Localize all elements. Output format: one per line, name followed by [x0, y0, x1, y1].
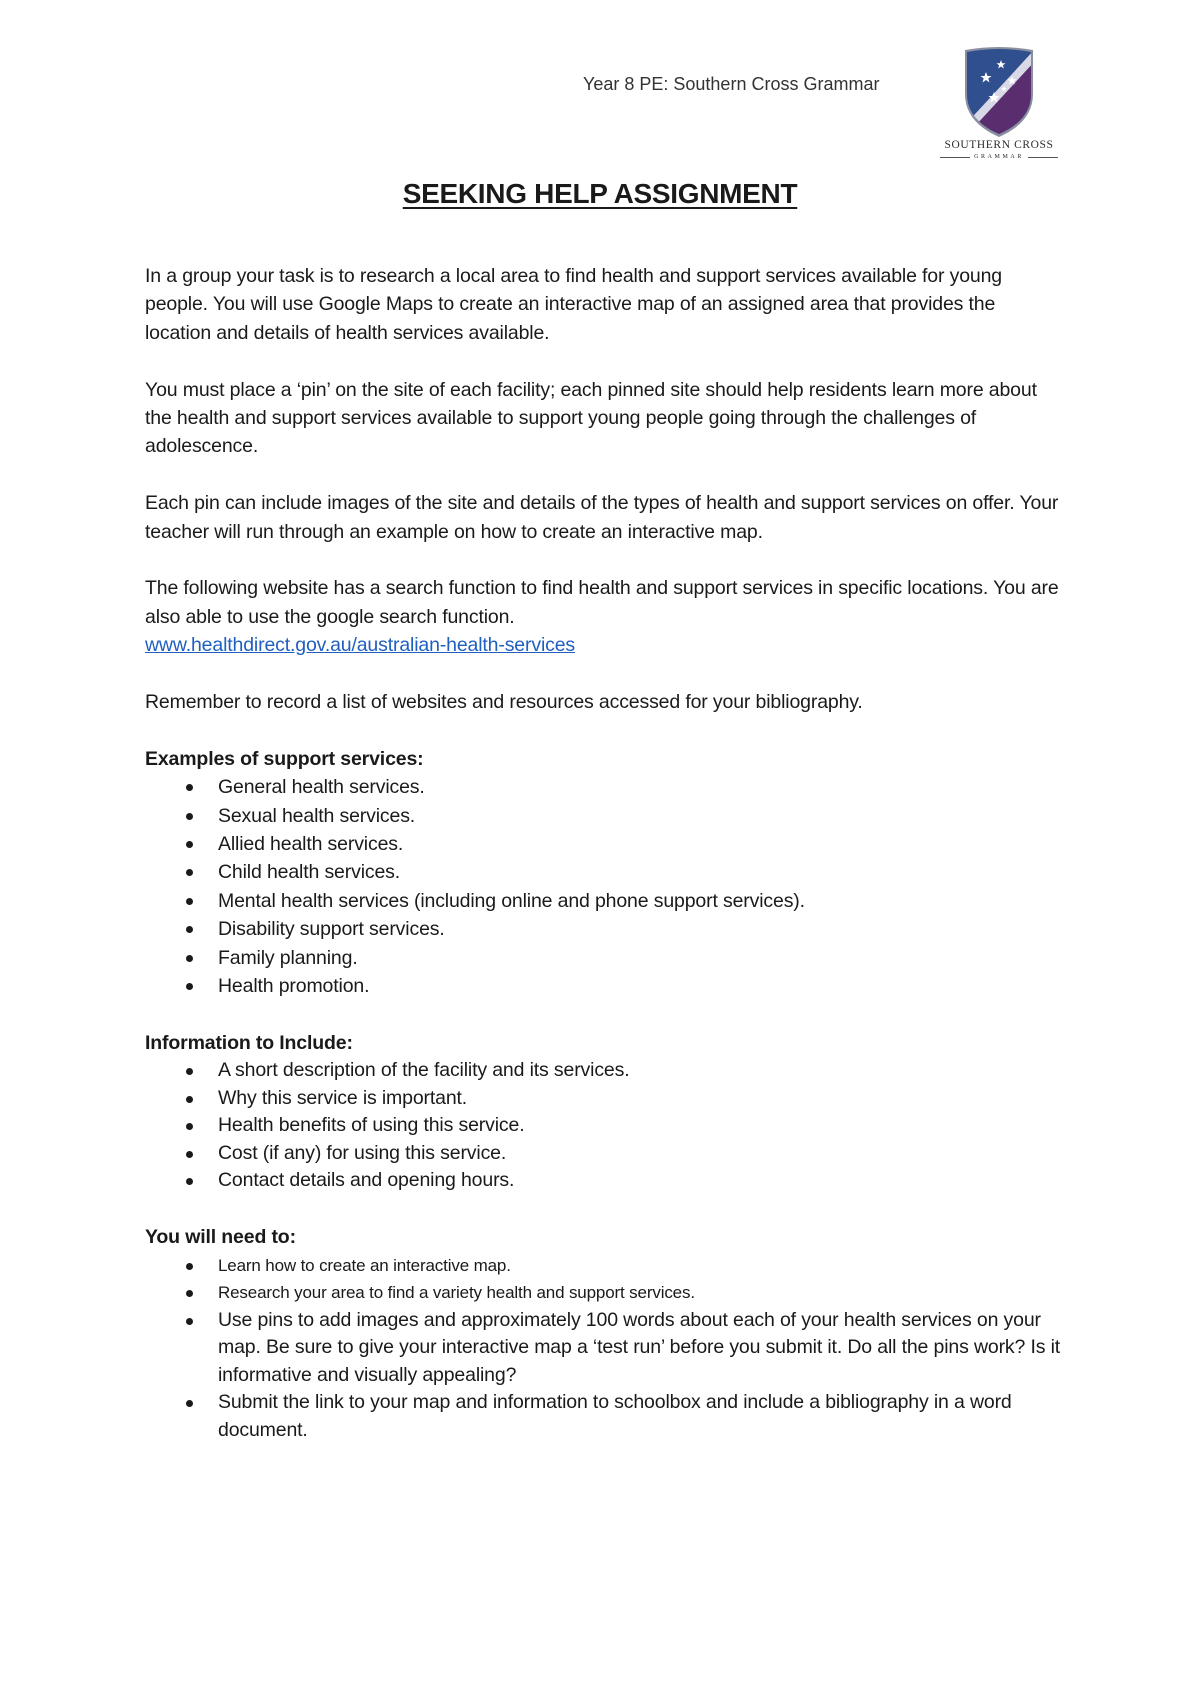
website-intro-text: The following website has a search function to find health and support services in specific locations. You are also able to use the google search function.	[145, 577, 1059, 628]
list-item: Sexual health services.	[145, 802, 1065, 830]
bullet-icon	[186, 898, 193, 905]
list-item: Family planning.	[145, 944, 1065, 972]
list-item: Learn how to create an interactive map.	[145, 1252, 1065, 1280]
bullet-icon	[186, 813, 193, 820]
list-item: Allied health services.	[145, 830, 1065, 858]
header-text: Year 8 PE: Southern Cross Grammar	[583, 74, 880, 94]
bullet-icon	[186, 1068, 193, 1075]
list-item: Use pins to add images and approximately 100 words about each of your health services on your map. Be sure to give your interactive map a ‘test run’ before you submit it. Do all the pins work? Is it informative and visually appealing?	[145, 1307, 1065, 1390]
list-item: Submit the link to your map and information to schoolbox and include a bibliography in a word document.	[145, 1389, 1065, 1444]
list-item: A short description of the facility and its services.	[145, 1057, 1065, 1085]
information-heading: Information to Include:	[145, 1031, 353, 1054]
intro-paragraph-1: In a group your task is to research a local area to find health and support services available for young people. You will use Google Maps to create an interactive map of an assigned area that provides the location and details of health services available.	[145, 265, 1002, 344]
list-item: Child health services.	[145, 858, 1065, 886]
bullet-icon	[186, 1400, 193, 1407]
logo-divider-right	[1028, 157, 1058, 158]
bullet-icon	[186, 983, 193, 990]
list-item: Disability support services.	[145, 915, 1065, 943]
bullet-icon	[186, 841, 193, 848]
intro-paragraph-4	[145, 574, 1065, 659]
logo-subtitle: GRAMMAR	[974, 154, 1024, 160]
list-item: Health promotion.	[145, 972, 1065, 1000]
bullet-icon	[186, 1123, 193, 1130]
bullet-icon	[186, 1151, 193, 1158]
bullet-icon	[186, 784, 193, 791]
list-item: Contact details and opening hours.	[145, 1167, 1065, 1195]
document-body	[145, 262, 1065, 1472]
list-item: General health services.	[145, 773, 1065, 801]
bullet-icon	[186, 1263, 193, 1270]
bibliography-reminder: Remember to record a list of websites and resources accessed for your bibliography.	[145, 691, 863, 714]
examples-list	[145, 773, 1065, 1000]
document-title: SEEKING HELP ASSIGNMENT	[402, 178, 798, 209]
bullet-icon	[186, 1178, 193, 1185]
bullet-icon	[186, 1318, 193, 1325]
list-item: Why this service is important.	[145, 1085, 1065, 1113]
shield-crest-icon	[934, 46, 1064, 138]
intro-paragraph-2: You must place a ‘pin’ on the site of each facility; each pinned site should help residents learn more about the health and support services available to support young people going through the challenges of adolescence.	[145, 378, 1037, 458]
list-item: Health benefits of using this service.	[145, 1112, 1065, 1140]
need-heading: You will need to:	[145, 1226, 296, 1249]
bullet-icon	[186, 1096, 193, 1103]
list-item: Cost (if any) for using this service.	[145, 1140, 1065, 1168]
need-list	[145, 1252, 1065, 1445]
logo-wordmark: SOUTHERN CROSS	[944, 139, 1054, 151]
bullet-icon	[186, 869, 193, 876]
school-logo	[934, 46, 1064, 166]
intro-paragraph-3: Each pin can include images of the site and details of the types of health and support services on offer. Your teacher will run through an example on how to create an interactive map.	[145, 492, 1059, 543]
list-item: Mental health services (including online and phone support services).	[145, 887, 1065, 915]
list-item: Research your area to find a variety health and support services.	[145, 1279, 1065, 1307]
healthdirect-link[interactable]: www.healthdirect.gov.au/australian-health-services	[145, 634, 576, 657]
examples-heading: Examples of support services:	[145, 747, 424, 770]
information-list	[145, 1057, 1065, 1195]
bullet-icon	[186, 1290, 193, 1297]
bullet-icon	[186, 926, 193, 933]
bullet-icon	[186, 955, 193, 962]
